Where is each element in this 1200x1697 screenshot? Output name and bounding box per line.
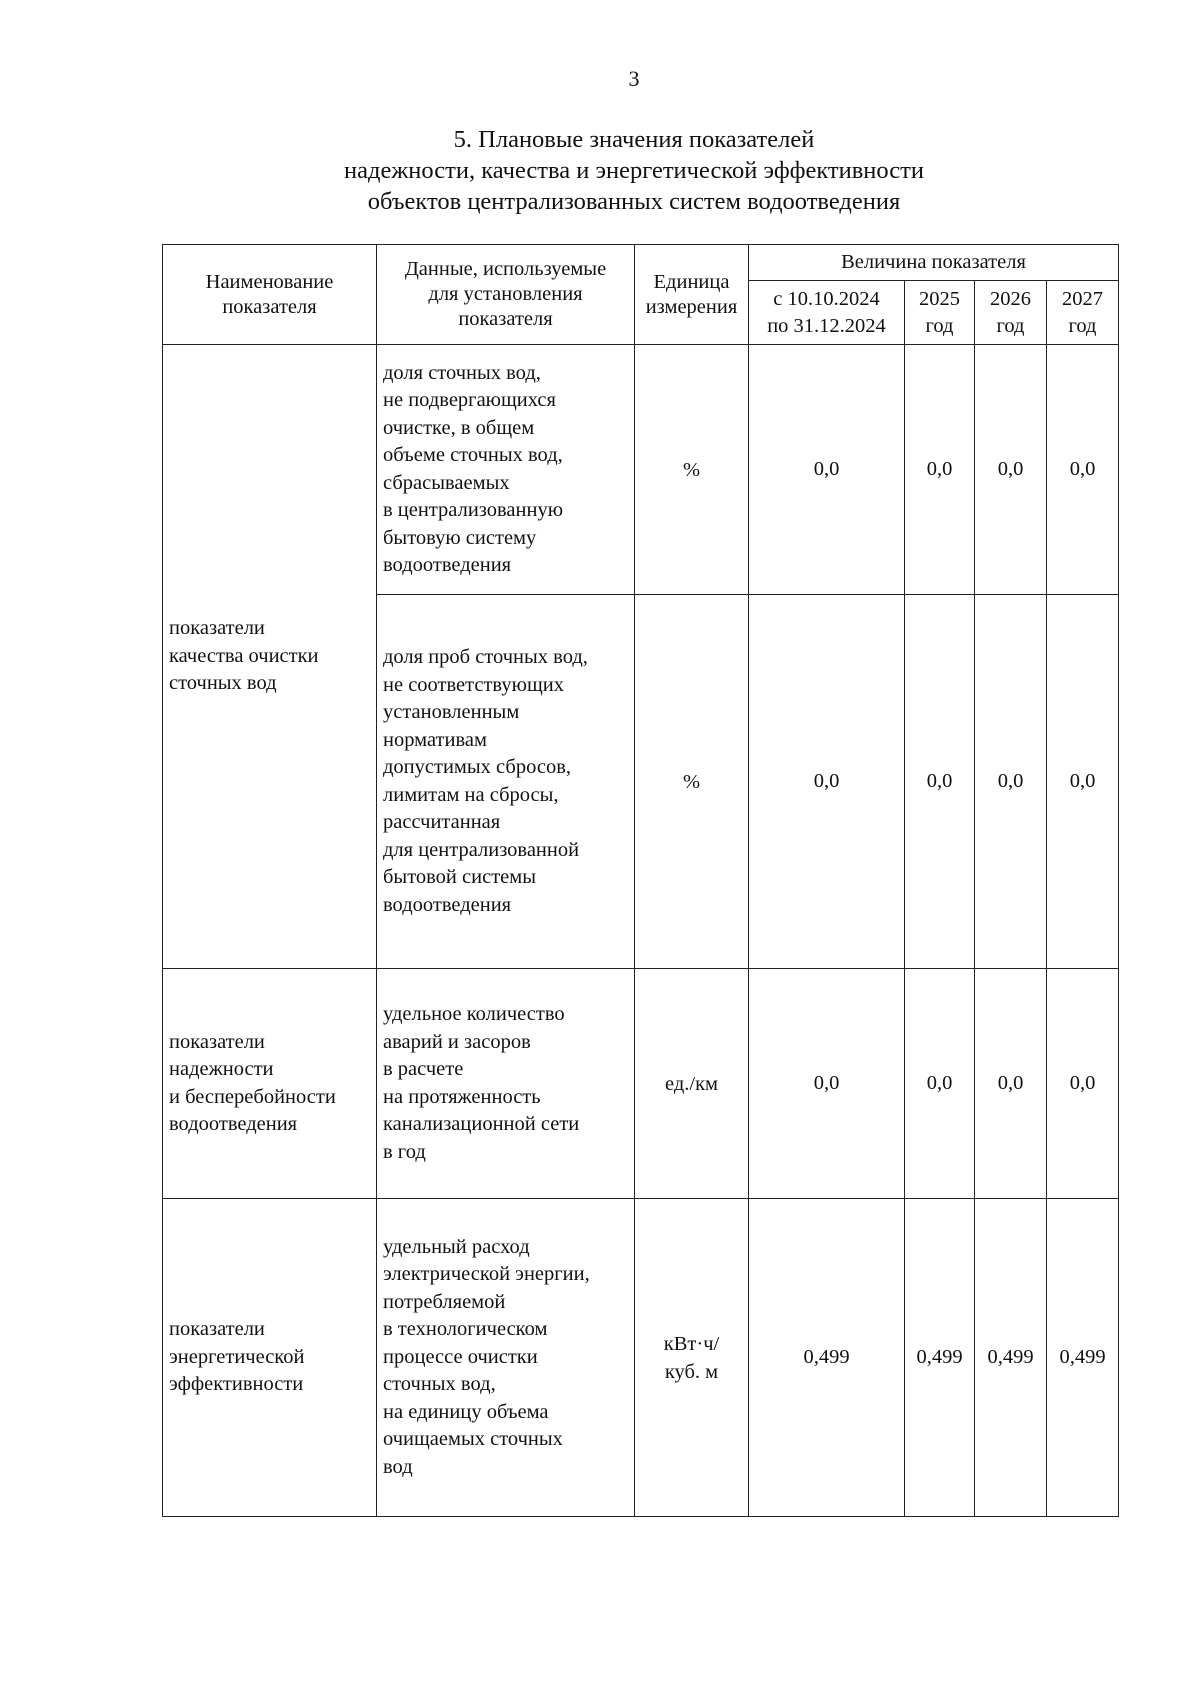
value-cell-2025: 0,0 [905, 595, 975, 969]
page-number: 3 [628, 66, 640, 91]
value-cell-2027: 0,0 [1047, 345, 1119, 595]
header-unit: Единица измерения [635, 245, 749, 345]
value-cell-2027: 0,499 [1047, 1199, 1119, 1517]
header-period-2027: 2027 год [1047, 281, 1119, 345]
title-line-3: объектов централизованных систем водоотведения [367, 188, 901, 215]
indicator-name-cell: показатели качества очистки сточных вод [163, 345, 377, 969]
section-title [0, 124, 1200, 217]
value-cell-2026: 0,0 [975, 595, 1047, 969]
indicator-data-cell: доля сточных вод, не подвергающихся очистке, в общем объеме сточных вод, сбрасываемых в централизованную бытовую систему водоотведения [377, 345, 635, 595]
table-row [163, 1199, 1119, 1517]
title-line-1: 5. Плановые значения показателей [453, 126, 815, 153]
table-row [163, 969, 1119, 1199]
header-period-2024: с 10.10.2024 по 31.12.2024 [749, 281, 905, 345]
indicator-name-cell: показатели надежности и бесперебойности водоотведения [163, 969, 377, 1199]
header-indicator-name: Наименование показателя [163, 245, 377, 345]
header-row-1 [163, 245, 1119, 281]
value-cell-2026: 0,0 [975, 969, 1047, 1199]
indicator-data-cell: удельный расход электрической энергии, потребляемой в технологическом процессе очистки сточных вод, на единицу объема очищаемых сточных вод [377, 1199, 635, 1517]
indicators-table [162, 244, 1119, 1517]
indicator-name-cell: показатели энергетической эффективности [163, 1199, 377, 1517]
unit-cell: % [635, 595, 749, 969]
title-line-2: надежности, качества и энергетической эффективности [344, 157, 924, 184]
indicator-data-cell: удельное количество аварий и засоров в расчете на протяженность канализационной сети в год [377, 969, 635, 1199]
value-cell-2024: 0,499 [749, 1199, 905, 1517]
header-period-2026: 2026 год [975, 281, 1047, 345]
value-cell-2024: 0,0 [749, 345, 905, 595]
header-value-group: Величина показателя [749, 245, 1119, 281]
header-data-used: Данные, используемые для установления показателя [377, 245, 635, 345]
value-cell-2025: 0,0 [905, 969, 975, 1199]
value-cell-2027: 0,0 [1047, 969, 1119, 1199]
unit-cell: % [635, 345, 749, 595]
header-period-2025: 2025 год [905, 281, 975, 345]
value-cell-2027: 0,0 [1047, 595, 1119, 969]
value-cell-2024: 0,0 [749, 595, 905, 969]
unit-cell: кВт·ч/ куб. м [635, 1199, 749, 1517]
value-cell-2026: 0,0 [975, 345, 1047, 595]
value-cell-2024: 0,0 [749, 969, 905, 1199]
value-cell-2025: 0,499 [905, 1199, 975, 1517]
indicator-data-cell: доля проб сточных вод, не соответствующих установленным нормативам допустимых сбросов, лимитам на сбросы, рассчитанная для централизованной бытовой системы водоотведения [377, 595, 635, 969]
table-row [163, 345, 1119, 595]
value-cell-2025: 0,0 [905, 345, 975, 595]
value-cell-2026: 0,499 [975, 1199, 1047, 1517]
unit-cell: ед./км [635, 969, 749, 1199]
